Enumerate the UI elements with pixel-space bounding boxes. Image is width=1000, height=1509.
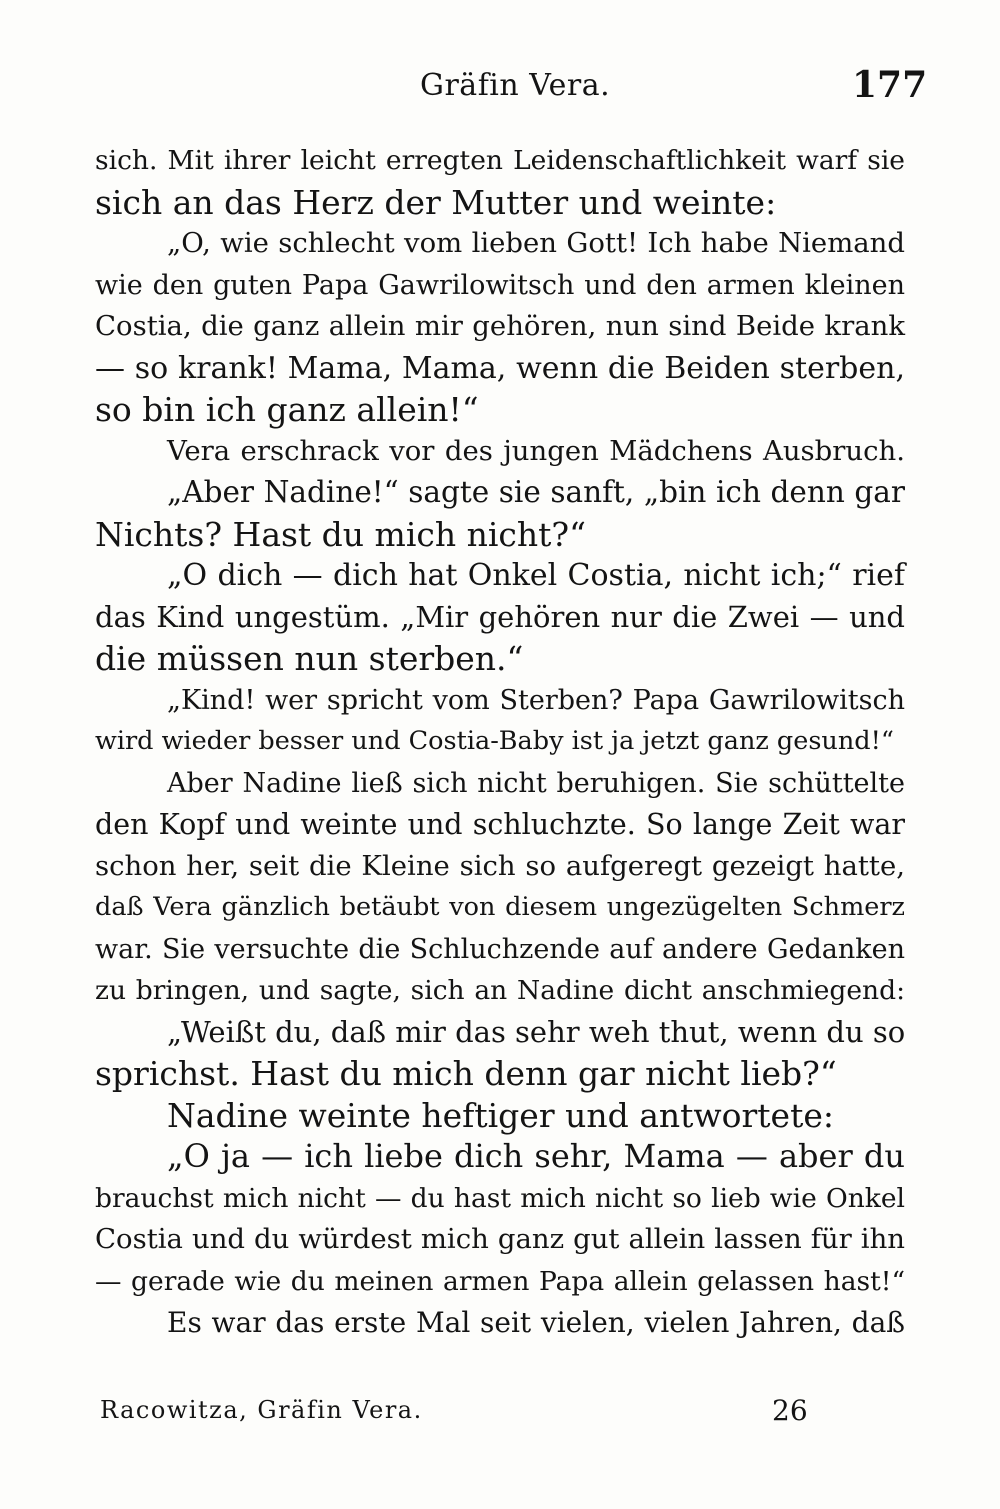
text-line: Nadine weinte heftiger und antwortete: [167, 1095, 834, 1135]
text-line: das Kind ungestüm. „Mir gehören nur die Zwei — und [95, 599, 905, 634]
text-line: sprichst. Hast du mich denn gar nicht lieb?“ [95, 1054, 837, 1093]
text-line: „O ja — ich liebe dich sehr, Mama — aber du [167, 1137, 905, 1175]
text-line: daß Vera gänzlich betäubt von diesem ungezügelten Schmerz [95, 892, 905, 922]
text-line: Aber Nadine ließ sich nicht beruhigen. Sie schüttelte [167, 767, 905, 799]
text-line: Vera erschrack vor des jungen Mädchens Ausbruch. [167, 434, 905, 467]
text-line: die müssen nun sterben.“ [95, 639, 524, 678]
text-line: „O, wie schlecht vom lieben Gott! Ich habe Niemand [167, 227, 905, 259]
text-line: schon her, seit die Kleine sich so aufgeregt gezeigt hatte, [95, 849, 905, 882]
text-line: wird wieder besser und Costia-Baby ist ja jetzt ganz gesund!“ [95, 726, 894, 756]
text-line: so bin ich ganz allein!“ [95, 390, 479, 429]
page-number: 177 [852, 64, 928, 106]
text-line: den Kopf und weinte und schluchzte. So lange Zeit war [95, 808, 905, 841]
text-line: „O dich — dich hat Onkel Costia, nicht ich;“ rief [167, 558, 905, 593]
text-line: brauchst mich nicht — du hast mich nicht so lieb wie Onkel [95, 1182, 905, 1214]
footer-sheet-number: 26 [772, 1394, 808, 1427]
running-title: Gräfin Vera. [420, 68, 611, 103]
text-line: sich an das Herz der Mutter und weinte: [95, 182, 777, 222]
text-line: Es war das erste Mal seit vielen, vielen Jahren, daß [167, 1306, 905, 1339]
text-line: sich. Mit ihrer leicht erregten Leidenschaftlichkeit warf sie [95, 145, 905, 176]
text-line: „Kind! wer spricht vom Sterben? Papa Gawrilowitsch [167, 684, 905, 716]
text-line: Costia, die ganz allein mir gehören, nun sind Beide krank [95, 310, 905, 342]
text-line: Nichts? Hast du mich nicht?“ [95, 514, 586, 554]
text-line: war. Sie versuchte die Schluchzende auf andere Gedanken [95, 933, 905, 965]
text-line: Costia und du würdest mich ganz gut allein lassen für ihn [95, 1223, 905, 1255]
footer-signature: Racowitza, Gräfin Vera. [100, 1396, 423, 1424]
text-line: zu bringen, und sagte, sich an Nadine dicht anschmiegend: [95, 975, 905, 1006]
text-line: „Aber Nadine!“ sagte sie sanft, „bin ich denn gar [167, 475, 905, 509]
body-text [95, 140, 905, 1344]
text-line: — so krank! Mama, Mama, wenn die Beiden sterben, [95, 350, 905, 386]
text-line: wie den guten Papa Gawrilowitsch und den armen kleinen [95, 269, 905, 301]
text-line: — gerade wie du meinen armen Papa allein gelassen hast!“ [95, 1265, 905, 1297]
text-line: „Weißt du, daß mir das sehr weh thut, wenn du so [167, 1014, 906, 1049]
